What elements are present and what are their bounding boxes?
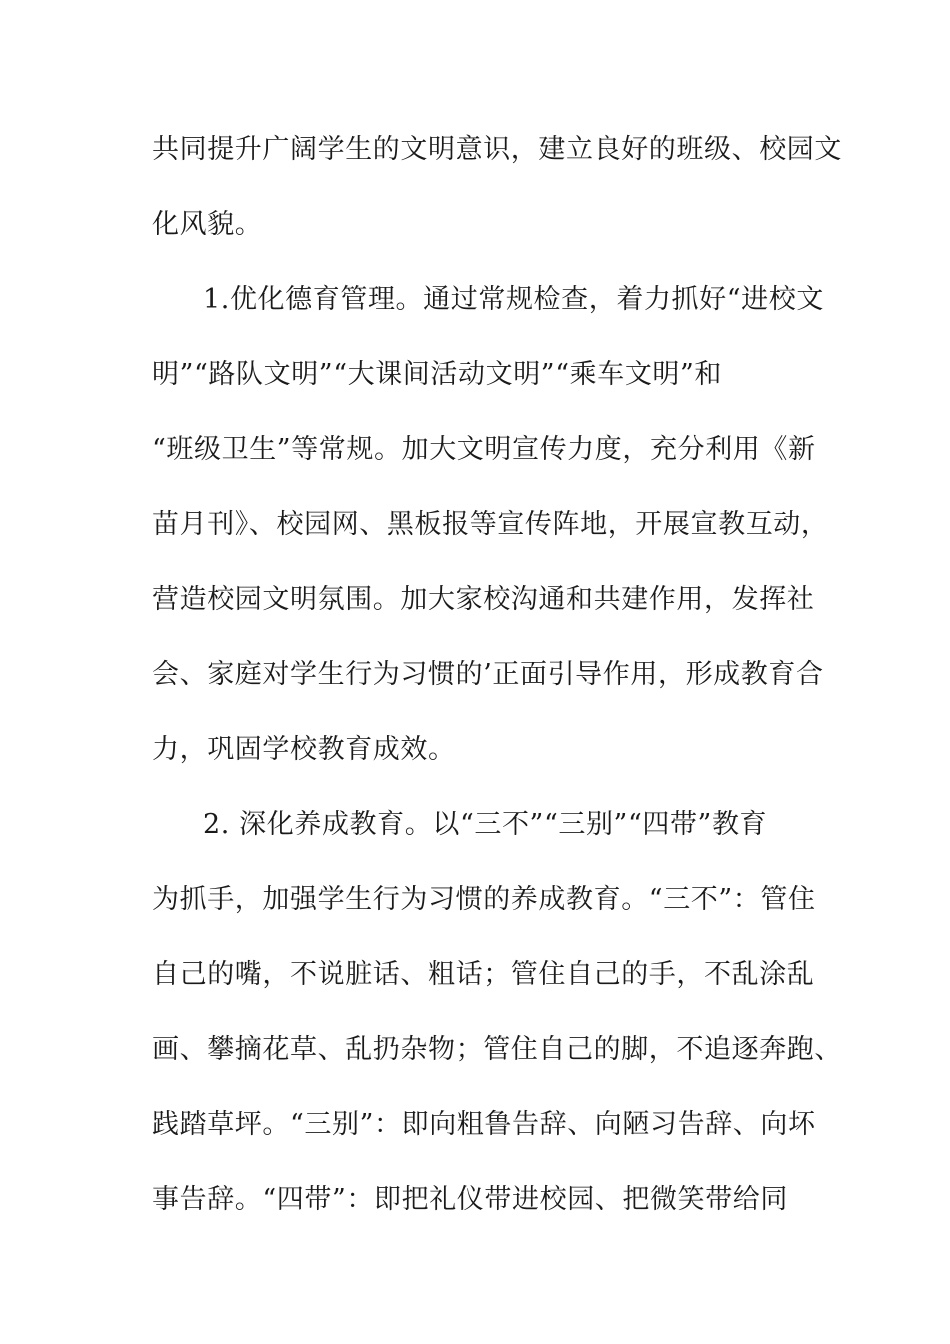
text-line: 践踏草坪。“三别”：即向粗鲁告辞、向陋习告辞、向坏 [152,1109,816,1140]
text-line: 为抓手，加强学生行为习惯的养成教育。“三不”：管住 [152,884,816,915]
text-line: 明”“路队文明”“大课间活动文明”“乘车文明”和 [152,359,723,390]
text-line: 会、家庭对学生行为习惯的’正面引导作用，形成教育合 [152,659,824,690]
text-line: 营造校园文明氛围。加大家校沟通和共建作用，发挥社 [152,584,815,615]
text-line: 自己的嘴，不说脏话、粗话；管住自己的手，不乱涂乱 [152,959,815,990]
text-line: 苗月刊》、校园网、黑板报等宣传阵地，开展宣教互动， [152,509,829,540]
text-line: 化风貌。 [152,209,263,240]
text-line: 画、攀摘花草、乱扔杂物；管住自己的脚，不追逐奔跑、 [152,1034,842,1065]
paragraph-2-heading-line: 2. 深化养成教育。以“三不”“三别”“四带”教育 [203,809,768,840]
text-line: 力，巩固学校教育成效。 [152,734,456,765]
text-line: 共同提升广阔学生的文明意识，建立良好的班级、校园文 [152,134,842,165]
text-line: “班级卫生”等常规。加大文明宣传力度，充分利用《新 [152,434,816,465]
paragraph-1-heading-line: 1.优化德育管理。通过常规检查，着力抓好“进校文 [203,284,824,315]
text-line: 事告辞。“四带”：即把礼仪带进校园、把微笑带给同 [152,1184,789,1215]
